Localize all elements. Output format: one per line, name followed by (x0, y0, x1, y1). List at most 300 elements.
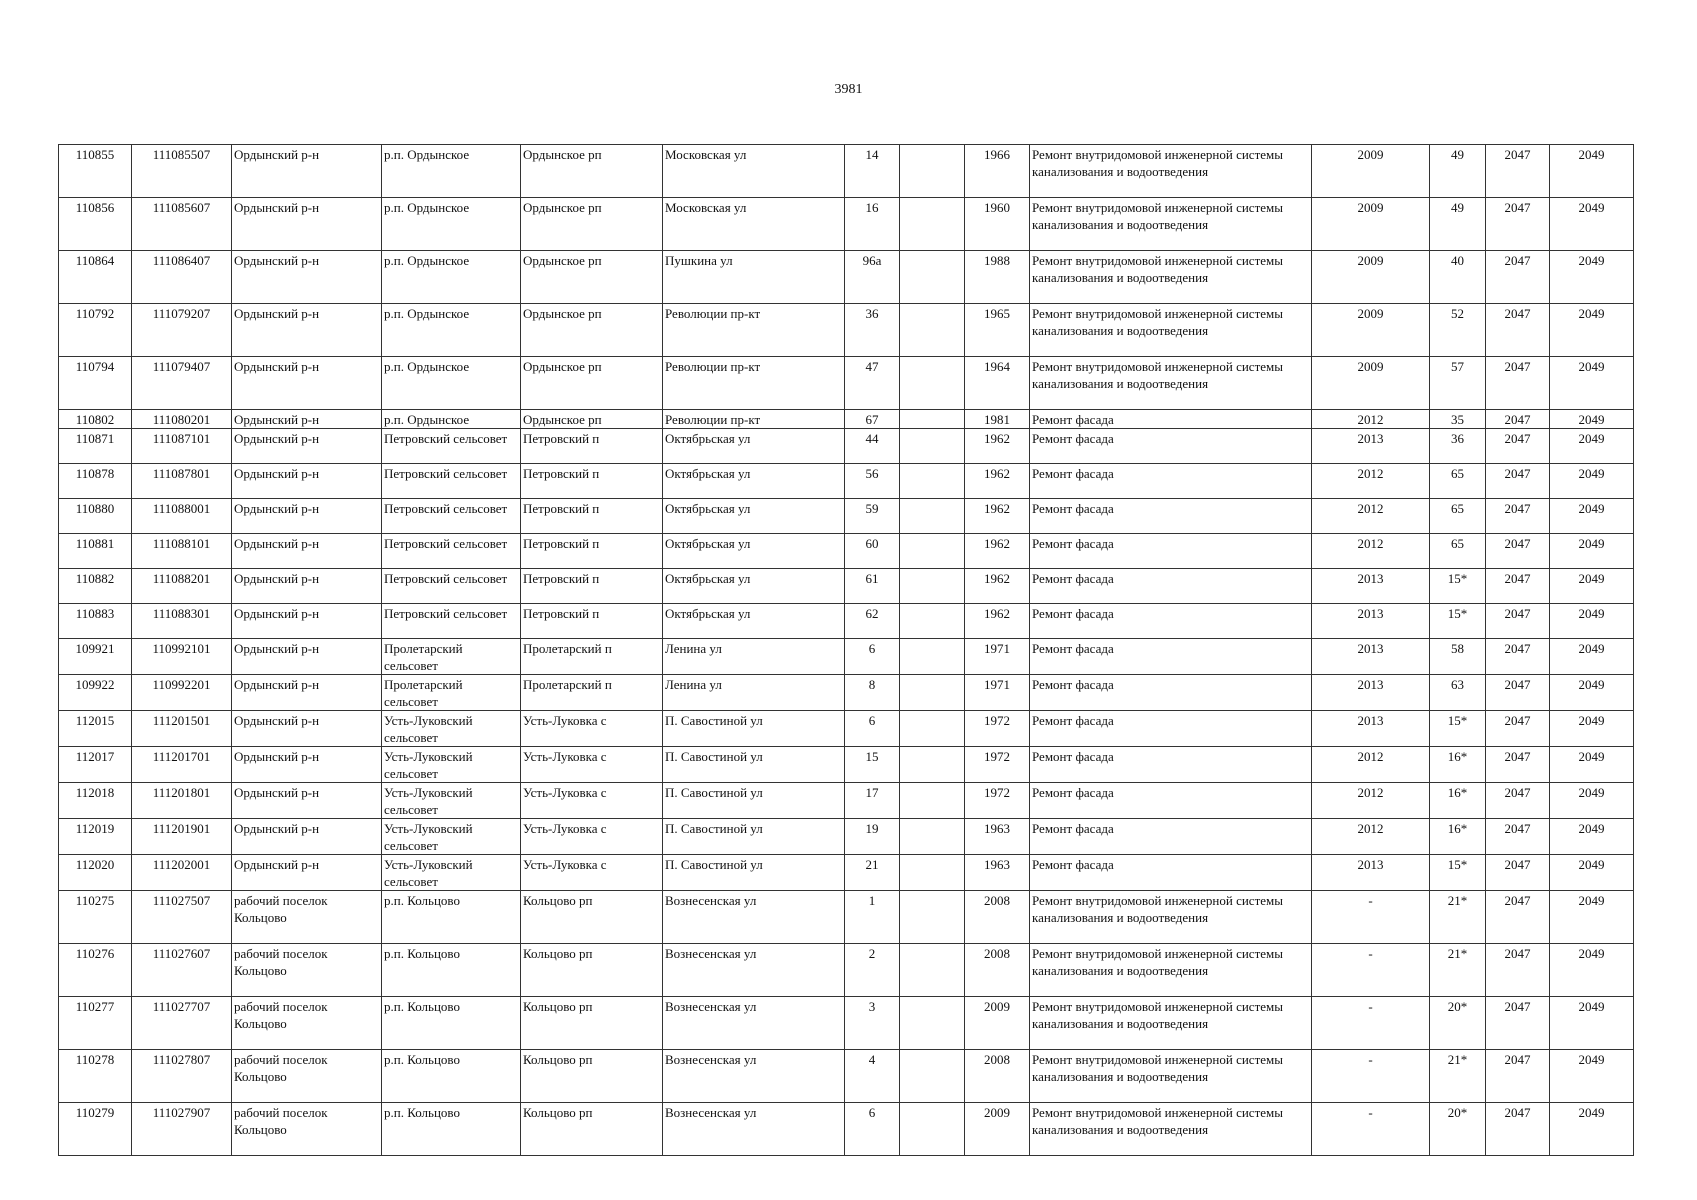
cell-district: рабочий поселок Кольцово (232, 1050, 382, 1103)
cell-plan-end-year: 2049 (1550, 639, 1634, 675)
cell-plan-start-year: 2047 (1486, 747, 1550, 783)
cell-last-repair-year: 2009 (1312, 251, 1430, 304)
cell-house-number: 8 (845, 675, 900, 711)
cell-street: Октябрьская ул (663, 464, 845, 499)
cell-house-number: 60 (845, 534, 900, 569)
cell-district: Ордынский р-н (232, 145, 382, 198)
cell-build-year: 2009 (965, 1103, 1030, 1156)
cell-work-type: Ремонт внутридомовой инженерной системы канализования и водоотведения (1030, 304, 1312, 357)
cell-last-repair-year: 2012 (1312, 499, 1430, 534)
cell-district: Ордынский р-н (232, 357, 382, 410)
cell-build-year: 1971 (965, 675, 1030, 711)
cell-extra (900, 251, 965, 304)
table-row (59, 711, 1634, 747)
cell-plan-start-year: 2047 (1486, 198, 1550, 251)
cell-last-repair-year: 2013 (1312, 711, 1430, 747)
cell-work-type: Ремонт внутридомовой инженерной системы канализования и водоотведения (1030, 357, 1312, 410)
cell-build-year: 1966 (965, 145, 1030, 198)
cell-district: Ордынский р-н (232, 534, 382, 569)
cell-street: Ленина ул (663, 675, 845, 711)
cell-record-id: 112020 (59, 855, 132, 891)
cell-house-number: 21 (845, 855, 900, 891)
cell-plan-end-year: 2049 (1550, 711, 1634, 747)
cell-settlement: Петровский п (521, 429, 663, 464)
cell-plan-end-year: 2049 (1550, 1103, 1634, 1156)
cell-house-code: 111087801 (132, 464, 232, 499)
cell-record-id: 110794 (59, 357, 132, 410)
cell-street: Вознесенская ул (663, 891, 845, 944)
table-row (59, 1050, 1634, 1103)
cell-house-code: 111087101 (132, 429, 232, 464)
cell-plan-end-year: 2049 (1550, 944, 1634, 997)
cell-district: Ордынский р-н (232, 464, 382, 499)
cell-last-repair-year: 2009 (1312, 198, 1430, 251)
cell-last-repair-year: 2013 (1312, 855, 1430, 891)
cell-municipality: Петровский сельсовет (382, 534, 521, 569)
cell-wear-percent: 52 (1430, 304, 1486, 357)
cell-record-id: 110792 (59, 304, 132, 357)
cell-street: П. Савостиной ул (663, 783, 845, 819)
cell-settlement: Кольцово рп (521, 944, 663, 997)
table-row (59, 464, 1634, 499)
cell-record-id: 110856 (59, 198, 132, 251)
cell-house-code: 111079407 (132, 357, 232, 410)
cell-house-number: 62 (845, 604, 900, 639)
cell-settlement: Петровский п (521, 464, 663, 499)
cell-district: рабочий поселок Кольцово (232, 1103, 382, 1156)
cell-street: Революции пр-кт (663, 410, 845, 429)
cell-municipality: р.п. Кольцово (382, 944, 521, 997)
cell-plan-end-year: 2049 (1550, 251, 1634, 304)
cell-record-id: 110855 (59, 145, 132, 198)
cell-wear-percent: 16* (1430, 747, 1486, 783)
cell-settlement: Петровский п (521, 499, 663, 534)
cell-district: Ордынский р-н (232, 855, 382, 891)
cell-extra (900, 429, 965, 464)
cell-house-number: 96а (845, 251, 900, 304)
cell-build-year: 1971 (965, 639, 1030, 675)
cell-settlement: Усть-Луковка с (521, 783, 663, 819)
cell-settlement: Ордынское рп (521, 198, 663, 251)
cell-street: Вознесенская ул (663, 1050, 845, 1103)
cell-wear-percent: 21* (1430, 891, 1486, 944)
cell-house-number: 47 (845, 357, 900, 410)
cell-work-type: Ремонт внутридомовой инженерной системы канализования и водоотведения (1030, 1050, 1312, 1103)
cell-street: Революции пр-кт (663, 304, 845, 357)
cell-wear-percent: 21* (1430, 944, 1486, 997)
cell-last-repair-year: 2012 (1312, 534, 1430, 569)
page-number: 3981 (834, 82, 863, 97)
cell-record-id: 110279 (59, 1103, 132, 1156)
table-row (59, 639, 1634, 675)
cell-plan-end-year: 2049 (1550, 675, 1634, 711)
cell-work-type: Ремонт внутридомовой инженерной системы канализования и водоотведения (1030, 891, 1312, 944)
cell-plan-start-year: 2047 (1486, 534, 1550, 569)
cell-district: Ордынский р-н (232, 711, 382, 747)
cell-street: Пушкина ул (663, 251, 845, 304)
cell-street: Октябрьская ул (663, 499, 845, 534)
cell-house-number: 61 (845, 569, 900, 604)
cell-build-year: 1962 (965, 604, 1030, 639)
cell-district: Ордынский р-н (232, 819, 382, 855)
cell-record-id: 110880 (59, 499, 132, 534)
cell-house-code: 111201801 (132, 783, 232, 819)
cell-build-year: 1965 (965, 304, 1030, 357)
cell-work-type: Ремонт внутридомовой инженерной системы канализования и водоотведения (1030, 251, 1312, 304)
cell-record-id: 112019 (59, 819, 132, 855)
cell-wear-percent: 58 (1430, 639, 1486, 675)
cell-last-repair-year: - (1312, 1050, 1430, 1103)
cell-settlement: Ордынское рп (521, 145, 663, 198)
cell-municipality: р.п. Ордынское (382, 198, 521, 251)
cell-settlement: Кольцово рп (521, 997, 663, 1050)
cell-house-code: 111027907 (132, 1103, 232, 1156)
cell-last-repair-year: 2013 (1312, 675, 1430, 711)
cell-plan-start-year: 2047 (1486, 357, 1550, 410)
cell-house-number: 44 (845, 429, 900, 464)
cell-municipality: Петровский сельсовет (382, 499, 521, 534)
cell-extra (900, 604, 965, 639)
cell-record-id: 110802 (59, 410, 132, 429)
cell-settlement: Ордынское рп (521, 410, 663, 429)
cell-street: Октябрьская ул (663, 604, 845, 639)
cell-build-year: 2009 (965, 997, 1030, 1050)
cell-plan-start-year: 2047 (1486, 304, 1550, 357)
cell-build-year: 1962 (965, 569, 1030, 604)
cell-extra (900, 1103, 965, 1156)
cell-house-code: 111079207 (132, 304, 232, 357)
cell-wear-percent: 20* (1430, 997, 1486, 1050)
cell-record-id: 110871 (59, 429, 132, 464)
cell-municipality: р.п. Ордынское (382, 145, 521, 198)
cell-district: Ордынский р-н (232, 429, 382, 464)
cell-build-year: 1962 (965, 499, 1030, 534)
cell-plan-start-year: 2047 (1486, 464, 1550, 499)
cell-record-id: 109922 (59, 675, 132, 711)
cell-work-type: Ремонт внутридомовой инженерной системы канализования и водоотведения (1030, 1103, 1312, 1156)
cell-house-number: 17 (845, 783, 900, 819)
cell-district: Ордынский р-н (232, 675, 382, 711)
cell-work-type: Ремонт фасада (1030, 819, 1312, 855)
cell-extra (900, 675, 965, 711)
cell-settlement: Кольцово рп (521, 1050, 663, 1103)
cell-house-number: 2 (845, 944, 900, 997)
cell-municipality: р.п. Ордынское (382, 357, 521, 410)
cell-settlement: Ордынское рп (521, 304, 663, 357)
cell-plan-end-year: 2049 (1550, 997, 1634, 1050)
cell-extra (900, 145, 965, 198)
cell-plan-end-year: 2049 (1550, 747, 1634, 783)
cell-house-number: 1 (845, 891, 900, 944)
cell-street: П. Савостиной ул (663, 819, 845, 855)
cell-street: Ленина ул (663, 639, 845, 675)
cell-extra (900, 410, 965, 429)
cell-municipality: р.п. Кольцово (382, 1050, 521, 1103)
table-row (59, 819, 1634, 855)
cell-settlement: Петровский п (521, 534, 663, 569)
table-row (59, 198, 1634, 251)
cell-plan-end-year: 2049 (1550, 534, 1634, 569)
cell-wear-percent: 65 (1430, 464, 1486, 499)
cell-district: Ордынский р-н (232, 783, 382, 819)
cell-plan-end-year: 2049 (1550, 819, 1634, 855)
table-row (59, 997, 1634, 1050)
cell-street: Октябрьская ул (663, 534, 845, 569)
cell-build-year: 1962 (965, 429, 1030, 464)
cell-wear-percent: 65 (1430, 534, 1486, 569)
cell-build-year: 1972 (965, 711, 1030, 747)
cell-district: Ордынский р-н (232, 604, 382, 639)
cell-last-repair-year: - (1312, 1103, 1430, 1156)
cell-municipality: Петровский сельсовет (382, 464, 521, 499)
cell-wear-percent: 15* (1430, 604, 1486, 639)
cell-street: Вознесенская ул (663, 997, 845, 1050)
cell-build-year: 1962 (965, 464, 1030, 499)
cell-build-year: 1988 (965, 251, 1030, 304)
cell-record-id: 110277 (59, 997, 132, 1050)
cell-settlement: Ордынское рп (521, 251, 663, 304)
cell-district: Ордынский р-н (232, 639, 382, 675)
cell-extra (900, 819, 965, 855)
cell-last-repair-year: 2013 (1312, 604, 1430, 639)
cell-municipality: р.п. Кольцово (382, 891, 521, 944)
cell-street: Октябрьская ул (663, 569, 845, 604)
cell-house-code: 111085507 (132, 145, 232, 198)
cell-district: рабочий поселок Кольцово (232, 997, 382, 1050)
cell-house-code: 111027707 (132, 997, 232, 1050)
cell-plan-end-year: 2049 (1550, 569, 1634, 604)
cell-wear-percent: 15* (1430, 569, 1486, 604)
table-row (59, 604, 1634, 639)
cell-plan-start-year: 2047 (1486, 604, 1550, 639)
cell-extra (900, 783, 965, 819)
cell-plan-start-year: 2047 (1486, 997, 1550, 1050)
cell-municipality: р.п. Ордынское (382, 304, 521, 357)
cell-municipality: Усть-Луковский сельсовет (382, 819, 521, 855)
cell-wear-percent: 15* (1430, 711, 1486, 747)
cell-build-year: 1963 (965, 855, 1030, 891)
cell-house-number: 6 (845, 711, 900, 747)
cell-plan-start-year: 2047 (1486, 499, 1550, 534)
cell-plan-start-year: 2047 (1486, 429, 1550, 464)
cell-work-type: Ремонт фасада (1030, 534, 1312, 569)
cell-work-type: Ремонт фасада (1030, 604, 1312, 639)
cell-work-type: Ремонт внутридомовой инженерной системы канализования и водоотведения (1030, 997, 1312, 1050)
cell-house-number: 19 (845, 819, 900, 855)
cell-house-code: 111027507 (132, 891, 232, 944)
cell-work-type: Ремонт внутридомовой инженерной системы канализования и водоотведения (1030, 145, 1312, 198)
cell-last-repair-year: 2009 (1312, 145, 1430, 198)
cell-work-type: Ремонт фасада (1030, 639, 1312, 675)
cell-work-type: Ремонт внутридомовой инженерной системы канализования и водоотведения (1030, 198, 1312, 251)
table-row (59, 855, 1634, 891)
cell-house-code: 111088301 (132, 604, 232, 639)
cell-street: П. Савостиной ул (663, 711, 845, 747)
cell-build-year: 1981 (965, 410, 1030, 429)
cell-build-year: 2008 (965, 891, 1030, 944)
cell-settlement: Пролетарский п (521, 639, 663, 675)
cell-municipality: Пролетарский сельсовет (382, 675, 521, 711)
cell-build-year: 1964 (965, 357, 1030, 410)
cell-plan-start-year: 2047 (1486, 891, 1550, 944)
registry-table (58, 144, 1634, 1156)
cell-wear-percent: 16* (1430, 783, 1486, 819)
table-row (59, 1103, 1634, 1156)
cell-wear-percent: 20* (1430, 1103, 1486, 1156)
cell-work-type: Ремонт фасада (1030, 747, 1312, 783)
cell-record-id: 112015 (59, 711, 132, 747)
cell-house-number: 14 (845, 145, 900, 198)
cell-settlement: Петровский п (521, 604, 663, 639)
cell-plan-end-year: 2049 (1550, 855, 1634, 891)
cell-plan-end-year: 2049 (1550, 1050, 1634, 1103)
cell-plan-start-year: 2047 (1486, 855, 1550, 891)
cell-extra (900, 569, 965, 604)
table-row (59, 304, 1634, 357)
cell-wear-percent: 40 (1430, 251, 1486, 304)
cell-house-code: 110992101 (132, 639, 232, 675)
cell-last-repair-year: 2013 (1312, 429, 1430, 464)
cell-house-code: 111202001 (132, 855, 232, 891)
cell-settlement: Ордынское рп (521, 357, 663, 410)
cell-district: Ордынский р-н (232, 251, 382, 304)
cell-build-year: 1972 (965, 783, 1030, 819)
table-row (59, 251, 1634, 304)
cell-street: П. Савостиной ул (663, 747, 845, 783)
cell-house-code: 111085607 (132, 198, 232, 251)
table-row (59, 499, 1634, 534)
cell-district: Ордынский р-н (232, 747, 382, 783)
cell-plan-end-year: 2049 (1550, 410, 1634, 429)
cell-build-year: 1963 (965, 819, 1030, 855)
cell-wear-percent: 21* (1430, 1050, 1486, 1103)
cell-record-id: 110276 (59, 944, 132, 997)
cell-street: Вознесенская ул (663, 1103, 845, 1156)
cell-build-year: 2008 (965, 944, 1030, 997)
cell-work-type: Ремонт внутридомовой инженерной системы канализования и водоотведения (1030, 944, 1312, 997)
cell-work-type: Ремонт фасада (1030, 499, 1312, 534)
cell-record-id: 110878 (59, 464, 132, 499)
cell-house-code: 111201901 (132, 819, 232, 855)
table-row (59, 944, 1634, 997)
cell-last-repair-year: 2012 (1312, 464, 1430, 499)
cell-last-repair-year: - (1312, 997, 1430, 1050)
cell-last-repair-year: - (1312, 891, 1430, 944)
cell-build-year: 1962 (965, 534, 1030, 569)
cell-plan-end-year: 2049 (1550, 604, 1634, 639)
table-row (59, 145, 1634, 198)
cell-work-type: Ремонт фасада (1030, 410, 1312, 429)
cell-house-code: 111088201 (132, 569, 232, 604)
table-row (59, 747, 1634, 783)
cell-house-code: 111088101 (132, 534, 232, 569)
cell-street: Московская ул (663, 198, 845, 251)
cell-work-type: Ремонт фасада (1030, 855, 1312, 891)
cell-district: Ордынский р-н (232, 198, 382, 251)
cell-extra (900, 855, 965, 891)
cell-plan-start-year: 2047 (1486, 145, 1550, 198)
cell-house-number: 15 (845, 747, 900, 783)
cell-wear-percent: 57 (1430, 357, 1486, 410)
cell-house-number: 36 (845, 304, 900, 357)
cell-extra (900, 534, 965, 569)
cell-street: Октябрьская ул (663, 429, 845, 464)
cell-settlement: Усть-Луковка с (521, 855, 663, 891)
cell-house-number: 6 (845, 639, 900, 675)
cell-plan-end-year: 2049 (1550, 429, 1634, 464)
cell-last-repair-year: - (1312, 944, 1430, 997)
cell-municipality: р.п. Кольцово (382, 1103, 521, 1156)
cell-last-repair-year: 2012 (1312, 410, 1430, 429)
cell-extra (900, 198, 965, 251)
cell-municipality: Усть-Луковский сельсовет (382, 855, 521, 891)
cell-last-repair-year: 2012 (1312, 819, 1430, 855)
cell-last-repair-year: 2013 (1312, 639, 1430, 675)
cell-wear-percent: 49 (1430, 198, 1486, 251)
cell-municipality: Петровский сельсовет (382, 569, 521, 604)
cell-settlement: Усть-Луковка с (521, 711, 663, 747)
cell-wear-percent: 35 (1430, 410, 1486, 429)
cell-municipality: Усть-Луковский сельсовет (382, 711, 521, 747)
cell-house-code: 110992201 (132, 675, 232, 711)
cell-municipality: р.п. Ордынское (382, 410, 521, 429)
cell-house-code: 111201501 (132, 711, 232, 747)
cell-street: Вознесенская ул (663, 944, 845, 997)
cell-record-id: 109921 (59, 639, 132, 675)
cell-record-id: 110881 (59, 534, 132, 569)
cell-build-year: 2008 (965, 1050, 1030, 1103)
cell-last-repair-year: 2013 (1312, 569, 1430, 604)
cell-municipality: Усть-Луковский сельсовет (382, 747, 521, 783)
cell-street: Революции пр-кт (663, 357, 845, 410)
cell-last-repair-year: 2009 (1312, 304, 1430, 357)
cell-settlement: Усть-Луковка с (521, 747, 663, 783)
cell-settlement: Кольцово рп (521, 1103, 663, 1156)
cell-wear-percent: 15* (1430, 855, 1486, 891)
table-row (59, 357, 1634, 410)
cell-extra (900, 747, 965, 783)
table-row (59, 783, 1634, 819)
cell-wear-percent: 36 (1430, 429, 1486, 464)
cell-plan-start-year: 2047 (1486, 711, 1550, 747)
cell-plan-start-year: 2047 (1486, 1103, 1550, 1156)
table-row (59, 410, 1634, 429)
cell-district: Ордынский р-н (232, 499, 382, 534)
cell-house-code: 111201701 (132, 747, 232, 783)
cell-work-type: Ремонт фасада (1030, 711, 1312, 747)
cell-house-code: 111027807 (132, 1050, 232, 1103)
cell-municipality: р.п. Ордынское (382, 251, 521, 304)
cell-record-id: 112017 (59, 747, 132, 783)
cell-plan-start-year: 2047 (1486, 1050, 1550, 1103)
cell-house-code: 111080201 (132, 410, 232, 429)
cell-plan-start-year: 2047 (1486, 783, 1550, 819)
cell-plan-end-year: 2049 (1550, 357, 1634, 410)
cell-district: Ордынский р-н (232, 410, 382, 429)
cell-extra (900, 304, 965, 357)
cell-municipality: Усть-Луковский сельсовет (382, 783, 521, 819)
cell-district: рабочий поселок Кольцово (232, 891, 382, 944)
cell-street: Московская ул (663, 145, 845, 198)
cell-build-year: 1960 (965, 198, 1030, 251)
cell-work-type: Ремонт фасада (1030, 429, 1312, 464)
cell-extra (900, 499, 965, 534)
cell-settlement: Усть-Луковка с (521, 819, 663, 855)
cell-house-code: 111088001 (132, 499, 232, 534)
cell-last-repair-year: 2012 (1312, 747, 1430, 783)
cell-work-type: Ремонт фасада (1030, 464, 1312, 499)
cell-last-repair-year: 2009 (1312, 357, 1430, 410)
